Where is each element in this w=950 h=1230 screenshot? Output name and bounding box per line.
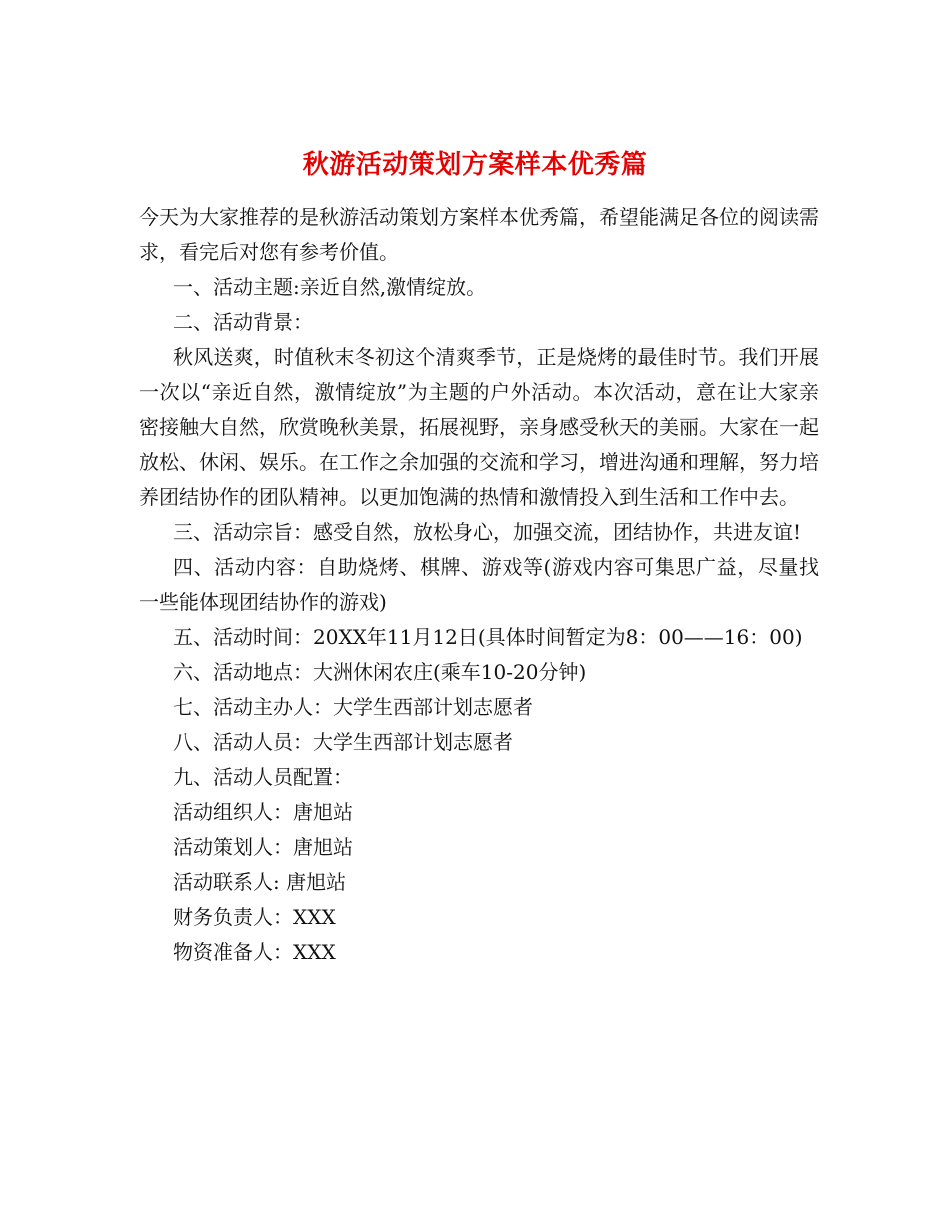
- purpose-paragraph: 三、活动宗旨：感受自然，放松身心，加强交流，团结协作，共进友谊!: [173, 520, 802, 544]
- intro-paragraph: 今天为大家推荐的是秋游活动策划方案样本优秀篇，希望能满足各位的阅读需求，看完后对您有参考价值。: [139, 205, 819, 264]
- staff-list-item: 物资准备人：XXX: [173, 940, 336, 964]
- background-heading: 二、活动背景：: [173, 310, 313, 334]
- document-title: 秋游活动策划方案样本优秀篇: [302, 150, 648, 181]
- staff-list-item: 活动联系人: 唐旭站: [173, 870, 347, 894]
- theme-paragraph: 一、活动主题:亲近自然,激情绽放。: [173, 275, 487, 299]
- staff-list-item: 活动策划人：唐旭站: [173, 835, 353, 859]
- content-paragraph: 四、活动内容：自助烧烤、棋牌、游戏等(游戏内容可集思广益，尽量找一些能体现团结协作的游戏): [139, 555, 819, 614]
- document-body: [139, 200, 819, 970]
- staff-list-item: 财务负责人：XXX: [173, 905, 336, 929]
- time-paragraph: 五、活动时间：20XX年11月12日(具体时间暂定为8：00——16：00): [173, 625, 803, 649]
- organizer-paragraph: 七、活动主办人：大学生西部计划志愿者: [173, 695, 533, 719]
- staff-list-item: 活动组织人：唐旭站: [173, 800, 353, 824]
- location-paragraph: 六、活动地点：大洲休闲农庄(乘车10-20分钟): [173, 660, 587, 684]
- participants-paragraph: 八、活动人员：大学生西部计划志愿者: [173, 730, 513, 754]
- background-paragraph: 秋风送爽，时值秋末冬初这个清爽季节，正是烧烤的最佳时节。我们开展一次以“亲近自然，激情绽放”为主题的户外活动。本次活动，意在让大家亲密接触大自然，欣赏晚秋美景，拓展视野，亲身感受秋天的美丽。大家在一起放松、休闲、娱乐。在工作之余加强的交流和学习，增进沟通和理解，努力培养团结协作的团队精神。以更加饱满的热情和激情投入到生活和工作中去。: [139, 345, 819, 509]
- staffing-heading: 九、活动人员配置：: [173, 765, 353, 789]
